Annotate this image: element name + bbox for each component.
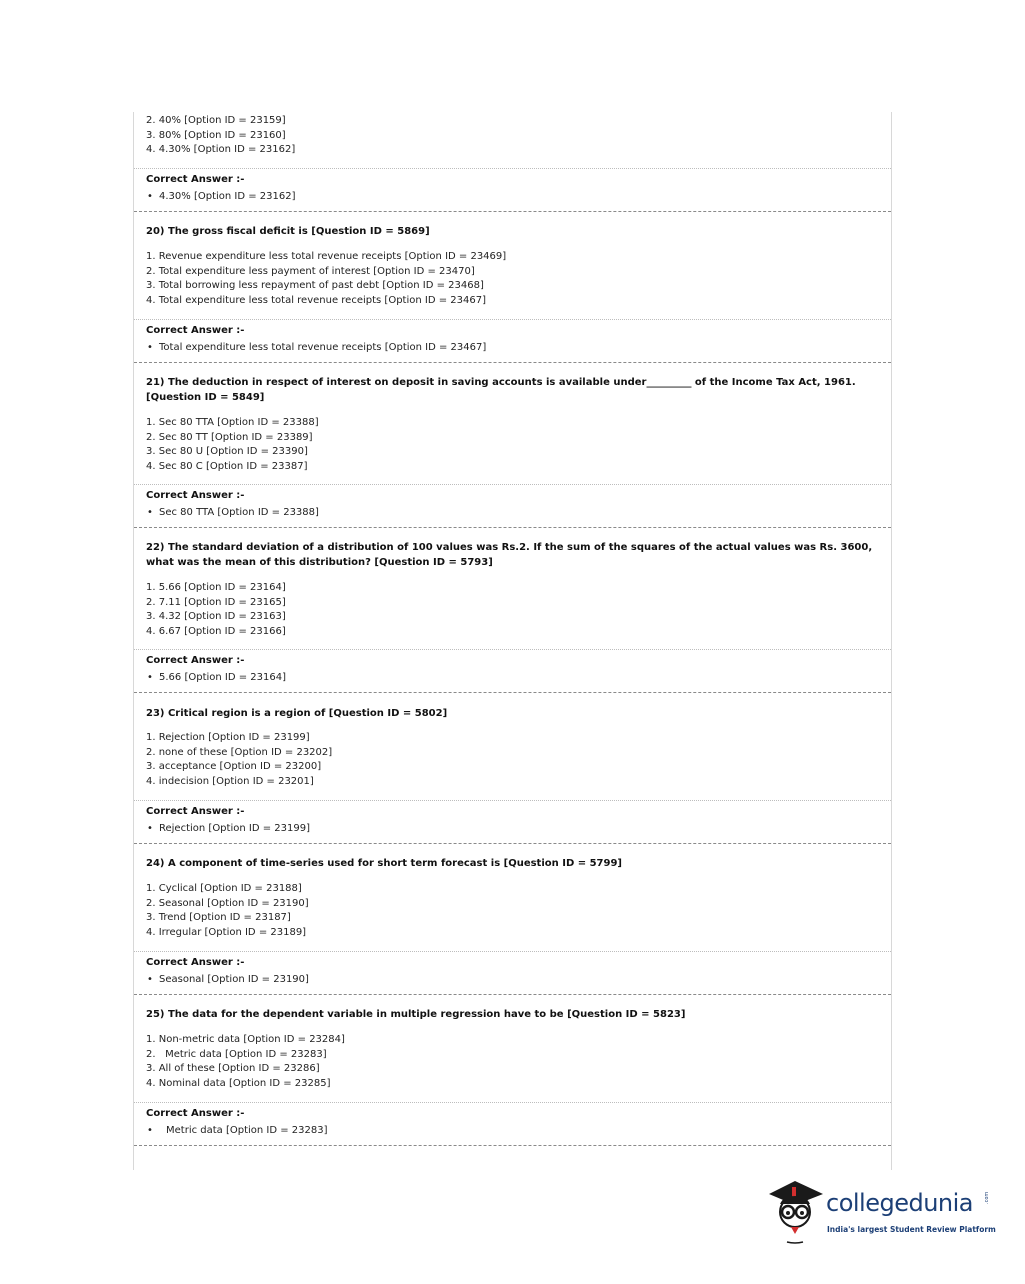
question-23-options xyxy=(134,731,891,790)
option: 3. 4.32 [Option ID = 23163] xyxy=(146,611,286,623)
correct-answer xyxy=(146,973,881,987)
question-title: 25) The data for the dependent variable in multiple regression have to be [Question ID = 5823] xyxy=(146,1009,686,1020)
bullet: • xyxy=(147,823,153,834)
correct-answer xyxy=(146,190,881,204)
question-22-options xyxy=(134,581,891,640)
bullet: • xyxy=(147,342,153,353)
correct-answer-text: 4.30% [Option ID = 23162] xyxy=(159,191,296,202)
bullet: • xyxy=(147,191,153,202)
divider xyxy=(134,649,891,650)
divider xyxy=(134,800,891,801)
question-24 xyxy=(134,857,891,872)
option: 4. Irregular [Option ID = 23189] xyxy=(146,927,307,939)
collegedunia-logo xyxy=(765,1176,995,1246)
option: 2. Total expenditure less payment of interest [Option ID = 23470] xyxy=(146,265,475,277)
question-title: 20) The gross fiscal deficit is [Question ID = 5869] xyxy=(146,226,430,237)
question-divider xyxy=(134,527,891,528)
question-23 xyxy=(134,707,891,722)
option: 3. Sec 80 U [Option ID = 23390] xyxy=(146,446,308,458)
option: 1. Rejection [Option ID = 23199] xyxy=(146,732,310,743)
question-title: 21) The deduction in respect of interest on deposit in saving accounts is available under_________ of the Income Tax Act, 1961. [Question ID = 5849] xyxy=(146,377,856,403)
option: 1. Cyclical [Option ID = 23188] xyxy=(146,883,302,894)
question-divider xyxy=(134,362,891,363)
question-23-correct-answer xyxy=(134,805,891,836)
correct-answer-text: Seasonal [Option ID = 23190] xyxy=(159,974,309,985)
question-21 xyxy=(134,376,891,405)
question-title: 23) Critical region is a region of [Question ID = 5802] xyxy=(146,708,448,719)
question-title: 22) The standard deviation of a distribution of 100 values was Rs.2. If the sum of the squares of the actual values was Rs. 3600, what was the mean of this distribution? [Question ID = 5793] xyxy=(146,542,873,568)
question-22 xyxy=(134,541,891,570)
option: 4. 4.30% [Option ID = 23162] xyxy=(146,144,296,156)
option: 3. All of these [Option ID = 23286] xyxy=(146,1063,320,1075)
correct-answer-text: Total expenditure less total revenue receipts [Option ID = 23467] xyxy=(159,342,487,353)
option: 1. 5.66 [Option ID = 23164] xyxy=(146,582,286,593)
question-divider xyxy=(134,211,891,212)
option: 2. 7.11 [Option ID = 23165] xyxy=(146,596,286,608)
correct-answer-label: Correct Answer :- xyxy=(146,655,245,666)
correct-answer-label: Correct Answer :- xyxy=(146,957,245,968)
correct-answer-text: 5.66 [Option ID = 23164] xyxy=(159,672,286,683)
brand-suffix: .com xyxy=(984,1191,990,1204)
option: 4. Sec 80 C [Option ID = 23387] xyxy=(146,461,308,473)
option: 3. Total borrowing less repayment of past debt [Option ID = 23468] xyxy=(146,280,484,292)
option: 2. Metric data [Option ID = 23283] xyxy=(146,1048,327,1060)
correct-answer-label: Correct Answer :- xyxy=(146,325,245,336)
q19-correct-answer xyxy=(134,173,891,204)
correct-answer xyxy=(146,822,881,836)
option: 3. Trend [Option ID = 23187] xyxy=(146,912,291,924)
bullet: • xyxy=(147,974,153,985)
option: 2. none of these [Option ID = 23202] xyxy=(146,746,333,758)
question-20 xyxy=(134,225,891,240)
option: 4. indecision [Option ID = 23201] xyxy=(146,776,314,788)
divider xyxy=(134,951,891,952)
question-20-options xyxy=(134,250,891,309)
correct-answer xyxy=(146,1124,881,1138)
divider xyxy=(134,319,891,320)
question-25-correct-answer xyxy=(134,1107,891,1138)
divider xyxy=(134,484,891,485)
question-25-options xyxy=(134,1033,891,1092)
correct-answer-text: Sec 80 TTA [Option ID = 23388] xyxy=(159,507,319,518)
q19-options xyxy=(134,114,891,158)
question-title: 24) A component of time-series used for short term forecast is [Question ID = 5799] xyxy=(146,858,623,869)
correct-answer xyxy=(146,341,881,355)
option: 1. Revenue expenditure less total revenue receipts [Option ID = 23469] xyxy=(146,251,507,262)
divider xyxy=(134,168,891,169)
option: 2. 40% [Option ID = 23159] xyxy=(146,115,286,126)
question-21-options xyxy=(134,416,891,475)
correct-answer xyxy=(146,506,881,520)
question-divider xyxy=(134,1145,891,1146)
question-20-correct-answer xyxy=(134,324,891,355)
option: 3. acceptance [Option ID = 23200] xyxy=(146,761,322,773)
question-divider xyxy=(134,994,891,995)
correct-answer-text: Metric data [Option ID = 23283] xyxy=(166,1125,328,1136)
divider xyxy=(134,1102,891,1103)
option: 4. Nominal data [Option ID = 23285] xyxy=(146,1078,331,1090)
option: 1. Sec 80 TTA [Option ID = 23388] xyxy=(146,417,319,428)
student-mascot-icon xyxy=(765,1176,827,1246)
question-divider xyxy=(134,692,891,693)
question-21-correct-answer xyxy=(134,489,891,520)
question-24-options xyxy=(134,882,891,941)
question-divider xyxy=(134,843,891,844)
question-24-correct-answer xyxy=(134,956,891,987)
brand-tagline: India's largest Student Review Platform xyxy=(827,1225,996,1234)
bullet: • xyxy=(147,672,153,683)
brand-name: collegedunia xyxy=(826,1189,974,1217)
option: 1. Non-metric data [Option ID = 23284] xyxy=(146,1034,345,1045)
option: 4. 6.67 [Option ID = 23166] xyxy=(146,626,286,638)
bullet: • xyxy=(147,507,153,518)
correct-answer-label: Correct Answer :- xyxy=(146,806,245,817)
correct-answer-label: Correct Answer :- xyxy=(146,490,245,501)
bullet: • xyxy=(147,1125,153,1136)
correct-answer xyxy=(146,671,881,685)
question-22-correct-answer xyxy=(134,654,891,685)
option: 4. Total expenditure less total revenue receipts [Option ID = 23467] xyxy=(146,295,486,307)
option: 2. Sec 80 TT [Option ID = 23389] xyxy=(146,431,313,443)
correct-answer-label: Correct Answer :- xyxy=(146,1108,245,1119)
correct-answer-text: Rejection [Option ID = 23199] xyxy=(159,823,310,834)
question-25 xyxy=(134,1008,891,1023)
option: 2. Seasonal [Option ID = 23190] xyxy=(146,897,309,909)
option: 3. 80% [Option ID = 23160] xyxy=(146,129,286,141)
correct-answer-label: Correct Answer :- xyxy=(146,174,245,185)
